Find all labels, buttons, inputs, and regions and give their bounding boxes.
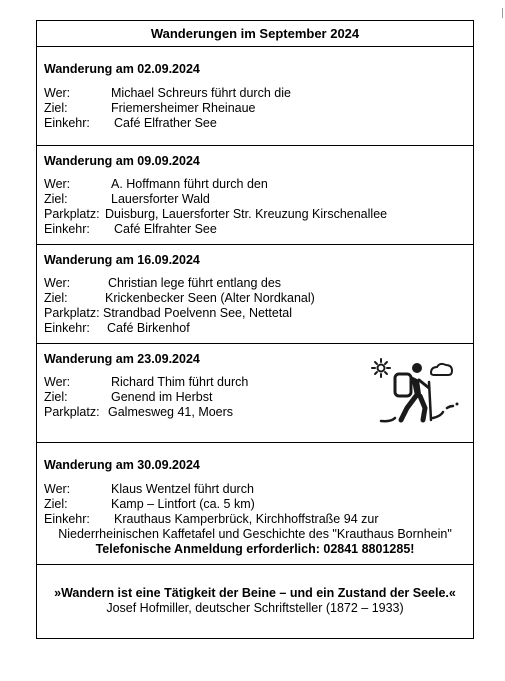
wer-value: Christian lege führt entlang des	[108, 276, 282, 290]
hike-date-title: Wanderung am 09.09.2024	[44, 154, 200, 168]
einkehr-value: Café Birkenhof	[107, 321, 190, 335]
hike-date-title: Wanderung am 23.09.2024	[44, 352, 200, 366]
einkehr-label: Einkehr:	[44, 222, 90, 236]
einkehr-label: Einkehr:	[44, 116, 90, 130]
parkplatz-label: Parkplatz:	[44, 207, 100, 221]
parkplatz-label: Parkplatz:	[44, 405, 100, 419]
einkehr-value: Café Elfrather See	[114, 116, 217, 130]
parkplatz-value: Strandbad Poelvenn See, Nettetal	[103, 306, 293, 320]
hike-einkehr-line	[44, 321, 473, 336]
hike-parkplatz-line	[44, 306, 473, 321]
hike-wer-line	[44, 86, 473, 101]
einkehr-label: Einkehr:	[44, 321, 90, 335]
ziel-label: Ziel:	[44, 497, 68, 511]
hike-date-title: Wanderung am 30.09.2024	[44, 458, 200, 472]
hike-entry-1	[37, 47, 473, 146]
hike-extra-line: Niederrheinischen Kaffetafel und Geschichte des "Krauthaus Bornhein"	[58, 527, 452, 541]
ziel-label: Ziel:	[44, 291, 68, 305]
quote-box	[37, 565, 473, 638]
quote-author: Josef Hofmiller, deutscher Schriftsteller (1872 – 1933)	[106, 601, 404, 615]
parkplatz-label: Parkplatz:	[44, 306, 100, 320]
ziel-label: Ziel:	[44, 101, 68, 115]
wer-value: Klaus Wentzel führt durch	[111, 482, 254, 496]
einkehr-value: Krauthaus Kamperbrück, Kirchhoffstraße 94 zur	[114, 512, 379, 526]
hike-wer-line	[44, 177, 473, 192]
wer-label: Wer:	[44, 276, 71, 290]
hike-ziel-line	[44, 192, 473, 207]
wer-label: Wer:	[44, 482, 71, 496]
hike-einkehr-line	[44, 116, 473, 131]
ziel-value: Friemersheimer Rheinaue	[111, 101, 256, 115]
hike-schedule-table	[36, 20, 474, 639]
table-title	[37, 21, 473, 47]
wer-value: A. Hoffmann führt durch den	[111, 177, 268, 191]
page-corner-mark	[502, 8, 503, 18]
ziel-value: Genend im Herbst	[111, 390, 213, 404]
einkehr-value: Café Elfrahter See	[114, 222, 217, 236]
quote-text: »Wandern ist eine Tätigkeit der Beine – und ein Zustand der Seele.«	[54, 586, 456, 600]
hike-entry-5	[37, 443, 473, 565]
hike-entry-2	[37, 146, 473, 245]
ziel-value: Krickenbecker Seen (Alter Nordkanal)	[105, 291, 315, 305]
hike-wer-line	[44, 276, 473, 291]
ziel-value: Lauersforter Wald	[111, 192, 210, 206]
hike-einkehr-line	[44, 222, 473, 237]
wer-value: Richard Thim führt durch	[111, 375, 249, 389]
hike-date-title: Wanderung am 16.09.2024	[44, 253, 200, 267]
wer-label: Wer:	[44, 375, 71, 389]
hike-entry-4	[37, 344, 473, 443]
hiker-icon	[371, 356, 461, 428]
wer-label: Wer:	[44, 86, 71, 100]
einkehr-label: Einkehr:	[44, 512, 90, 526]
wer-value: Michael Schreurs führt durch die	[111, 86, 291, 100]
ziel-label: Ziel:	[44, 192, 68, 206]
hike-wer-line	[44, 482, 473, 497]
registration-notice: Telefonische Anmeldung erforderlich: 02841 8801285!	[95, 542, 415, 556]
hike-ziel-line	[44, 497, 473, 512]
ziel-value: Kamp – Lintfort (ca. 5 km)	[111, 497, 255, 511]
hike-date-title: Wanderung am 02.09.2024	[44, 62, 200, 76]
hike-parkplatz-line	[44, 207, 473, 222]
parkplatz-value: Galmesweg 41, Moers	[108, 405, 234, 419]
hike-ziel-line	[44, 101, 473, 116]
hike-entry-3	[37, 245, 473, 344]
hike-einkehr-line	[44, 512, 473, 527]
hike-ziel-line	[44, 291, 473, 306]
ziel-label: Ziel:	[44, 390, 68, 404]
parkplatz-value: Duisburg, Lauersforter Str. Kreuzung Kirschenallee	[105, 207, 388, 221]
wer-label: Wer:	[44, 177, 71, 191]
table-title-text: Wanderungen im September 2024	[150, 26, 360, 41]
